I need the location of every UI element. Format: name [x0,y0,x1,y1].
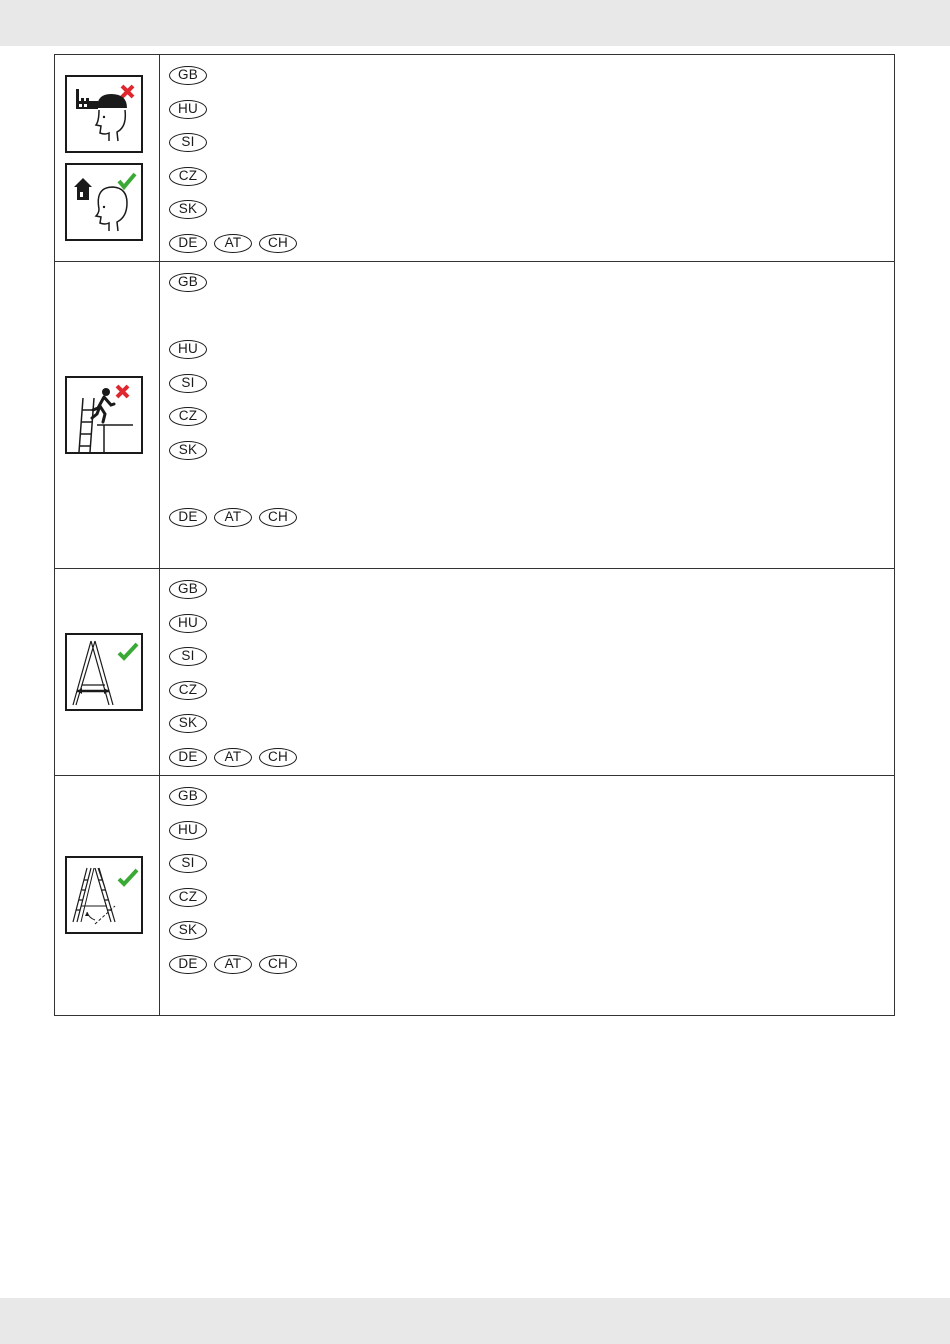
language-badge-si: SI [169,133,207,152]
language-line [169,954,297,974]
language-line [169,65,207,85]
language-badge-cz: CZ [169,681,207,700]
language-badge-hu: HU [169,100,207,119]
footer-band [0,1298,950,1344]
language-line [169,132,207,152]
language-line [169,339,207,359]
language-line [169,920,207,940]
language-line [169,166,207,186]
language-badge-de: DE [169,508,207,527]
language-badge-de: DE [169,234,207,253]
language-line [169,440,207,460]
language-badge-at: AT [214,508,252,527]
language-badge-at: AT [214,234,252,253]
table-row [55,776,894,1015]
header-band [0,0,950,46]
icon-cell [55,55,160,261]
instruction-table [54,54,895,1016]
language-line [169,406,207,426]
language-badge-ch: CH [259,955,297,974]
language-badge-hu: HU [169,340,207,359]
language-line [169,613,207,633]
language-badge-hu: HU [169,614,207,633]
language-line [169,887,207,907]
language-badge-sk: SK [169,200,207,219]
language-badge-ch: CH [259,508,297,527]
icon-cell [55,262,160,568]
language-badge-cz: CZ [169,407,207,426]
icon-cell [55,776,160,1015]
language-line [169,233,297,253]
language-list [160,262,894,568]
icon-cell [55,569,160,775]
language-line [169,713,207,733]
language-badge-si: SI [169,854,207,873]
language-badge-at: AT [214,748,252,767]
language-line [169,680,207,700]
table-row [55,262,894,569]
language-line [169,579,207,599]
language-list [160,55,894,261]
not-for-commercial-use-icon [65,75,143,153]
language-line [169,199,207,219]
language-badge-sk: SK [169,921,207,940]
language-line [169,646,207,666]
language-badge-cz: CZ [169,888,207,907]
language-badge-hu: HU [169,821,207,840]
language-badge-de: DE [169,748,207,767]
language-badge-sk: SK [169,441,207,460]
language-badge-si: SI [169,374,207,393]
language-line [169,507,297,527]
table-row [55,55,894,262]
language-badge-at: AT [214,955,252,974]
ladder-spread-brace-icon [65,633,143,711]
household-use-only-icon [65,163,143,241]
language-line [169,820,207,840]
language-badge-gb: GB [169,273,207,292]
do-not-step-sideways-from-ladder-icon [65,376,143,454]
language-line [169,786,207,806]
language-line [169,853,207,873]
language-badge-gb: GB [169,66,207,85]
language-line [169,272,207,292]
language-list [160,776,894,1015]
language-list [160,569,894,775]
table-row [55,569,894,776]
language-badge-cz: CZ [169,167,207,186]
language-badge-ch: CH [259,234,297,253]
language-badge-si: SI [169,647,207,666]
language-badge-sk: SK [169,714,207,733]
language-line [169,373,207,393]
language-badge-de: DE [169,955,207,974]
language-badge-gb: GB [169,580,207,599]
ladder-opening-check-icon [65,856,143,934]
language-line [169,99,207,119]
language-line [169,747,297,767]
language-badge-gb: GB [169,787,207,806]
language-badge-ch: CH [259,748,297,767]
